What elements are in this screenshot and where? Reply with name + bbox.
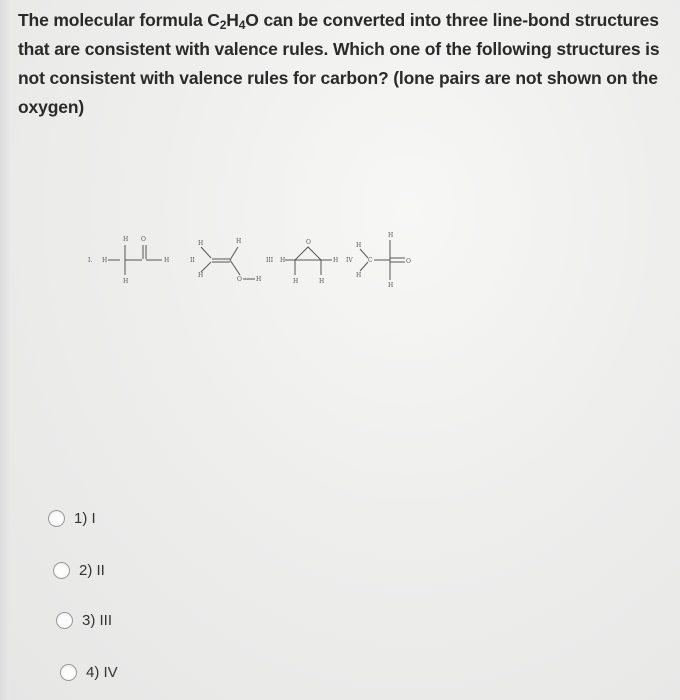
option-2-radio[interactable]	[53, 562, 70, 579]
atom-h: H	[356, 272, 362, 279]
question-part-1: The molecular formula C	[18, 10, 220, 30]
atom-o: O	[406, 258, 411, 265]
option-2-label: 2) II	[79, 562, 105, 579]
structure-iv	[346, 232, 411, 289]
option-1-radio[interactable]	[48, 510, 65, 527]
question-text	[18, 6, 673, 122]
atom-h: H	[319, 278, 325, 285]
atom-h: H	[388, 282, 394, 289]
atom-h: H	[123, 236, 129, 243]
option-2[interactable]	[53, 562, 105, 579]
option-4-label: 4) IV	[86, 664, 118, 681]
atom-c: C	[368, 257, 373, 264]
atom-h: H	[333, 257, 339, 264]
option-3-radio[interactable]	[56, 612, 73, 629]
atom-h: H	[236, 238, 242, 245]
atom-o: O	[141, 236, 146, 243]
atom-h: H	[123, 278, 129, 285]
structure-i-label: I.	[88, 257, 93, 264]
atom-h: H	[293, 278, 299, 285]
structure-ii	[190, 238, 261, 283]
atom-h: H	[198, 272, 204, 279]
atom-h: H	[164, 257, 170, 264]
structure-ii-label: II	[190, 257, 195, 264]
atom-h: H	[388, 232, 394, 239]
question-subscript-1: 2	[219, 18, 227, 32]
atom-o: O	[306, 239, 311, 246]
option-3[interactable]	[56, 612, 112, 629]
page-edge-shadow	[0, 0, 10, 700]
structure-iii-label: III	[266, 257, 274, 264]
question-part-3: O can be converted into three line-bond structures that are consistent with valence rules. Which one of the following structures is not consistent with valence rules for carbon? (lone pairs are not shown on the oxygen)	[18, 10, 660, 117]
option-4-radio[interactable]	[60, 664, 77, 681]
question-part-2: H	[226, 10, 239, 30]
structure-iv-label: IV	[346, 257, 353, 264]
option-1[interactable]	[48, 510, 96, 527]
atom-o: O	[237, 276, 242, 283]
atom-h: H	[256, 276, 262, 283]
structure-i	[88, 236, 169, 285]
option-3-label: 3) III	[82, 612, 113, 629]
option-1-label: 1) I	[74, 510, 96, 527]
option-4[interactable]	[60, 664, 118, 681]
structure-iii	[266, 239, 338, 285]
question-subscript-2: 4	[238, 18, 246, 32]
atom-h: H	[280, 257, 286, 264]
atom-h: H	[102, 257, 108, 264]
atom-h: H	[198, 240, 204, 247]
atom-h: H	[356, 242, 362, 249]
structures-figure	[80, 225, 440, 300]
